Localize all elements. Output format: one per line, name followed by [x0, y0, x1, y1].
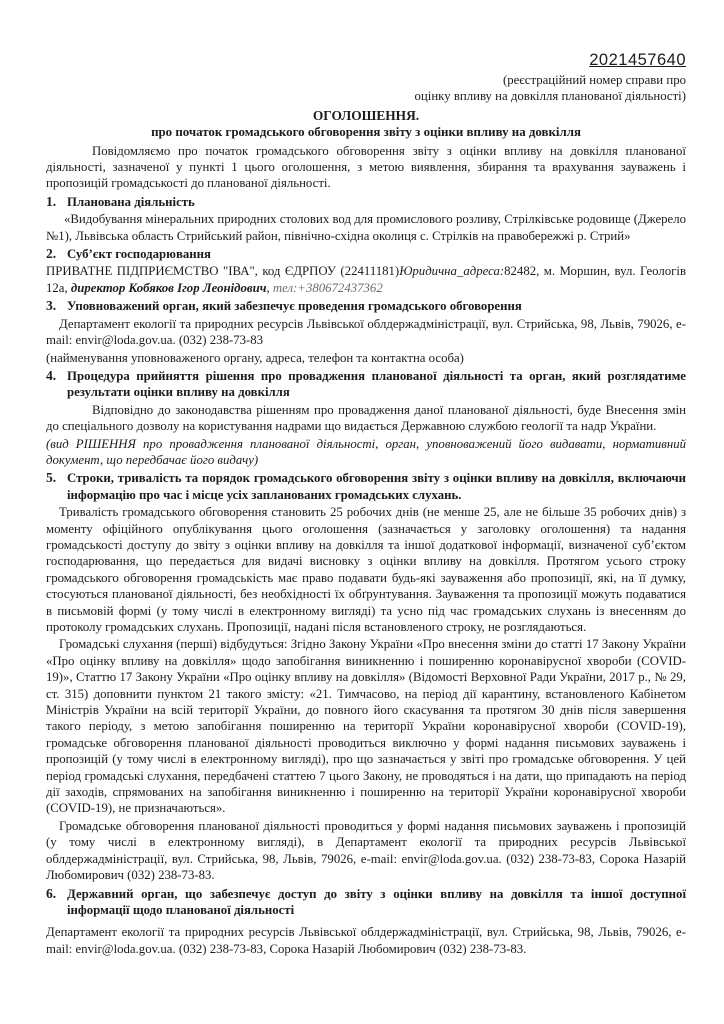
section-2-body: [46, 263, 686, 296]
section-5-paragraph-1: Тривалість громадського обговорення становить 25 робочих днів (не менше 25, але не більше 35 робочих днів) з моменту офіційного опублікування цього оголошення (зазначається у заголовку оголошення) та надання громадськості доступу до звіту з оцінки впливу на довкілля та іншої додаткової інформації, визначеної суб’єктом господарювання, що передається для видачі висновку з оцінки впливу на довкілля. Протягом усього строку громадського обговорення громадськість має право подавати будь-які зауваження або пропозиції, які, на її думку, стосуються планованої діяльності, без необхідності їх обґрунтування. Зауваження та пропозиції можуть подаватися в письмовій формі (у тому числі в електронному вигляді) та усно під час громадських слухань із внесенням до протоколу громадських слухань. Пропозиції, надані після встановленого строку, не розглядаються.: [46, 505, 686, 634]
section-3-body: Департамент екології та природних ресурсів Львівської облдержадміністрації, вул. Стрийська, 98, Львів, 79026, e-mail: envir@loda.gov.ua. (032) 238-73-83: [46, 316, 686, 348]
section-4-heading: [46, 368, 686, 401]
section-5-heading: [46, 470, 686, 503]
section-5-number: 5.: [46, 470, 57, 486]
section-4-note: (вид РІШЕННЯ про провадження планованої діяльності, орган, уповноважений його видавати, нормативний документ, що передбачає його видачу): [46, 436, 686, 467]
section-5-paragraph-3: Громадське обговорення планованої діяльності проводиться у формі надання письмових зауважень і пропозицій (у тому числі в електронному вигляді), в Департамент екології та природних ресурсів Львівської облдержадміністрації, вул. Стрийська, 98, Львів, 79026, e-mail: envir@loda.gov.ua. (032) 238-73-83, Сорока Назарій Любомирович (032) 238-73-83.: [46, 818, 686, 883]
section-6-heading-text: Державний орган, що забезпечує доступ до звіту з оцінки впливу на довкілля та іншої доступної інформації щодо планованої діяльності: [67, 886, 686, 917]
section-4-heading-text: Процедура прийняття рішення про провадження планованої діяльності та орган, який розглядатиме результати оцінки впливу на довкілля: [67, 368, 686, 400]
section-6-body: Департамент екології та природних ресурсів Львівської облдержадміністрації, вул. Стрийська, 98, Львів, 79026, e-mail: envir@loda.gov.ua. (032) 238-73-83, Сорока Назарій Любомирович (032) 238-73-83.: [46, 925, 686, 956]
section-1-heading-text: Планована діяльність: [67, 194, 195, 209]
section-2-number: 2.: [46, 246, 57, 262]
section-3-heading: [46, 298, 686, 314]
phone-number: тел:+380672437362: [272, 280, 383, 295]
section-3-number: 3.: [46, 298, 57, 314]
section-1-heading: [46, 194, 686, 210]
section-2-heading: [46, 246, 686, 262]
section-1-body: «Видобування мінеральних природних столових вод для промислового розливу, Стрілківське родовище (Джерело №1), Львівська область Стрийський район, північно-східна околиця с. Стрілків на правобережжі р. Стрий»: [46, 212, 686, 243]
intro-paragraph: Повідомляємо про початок громадського обговорення звіту з оцінки впливу на довкілля планованої діяльності, зазначеної у пункті 1 цього оголошення, з метою виявлення, збирання та врахування зауважень і пропозицій громадськості до планованої діяльності.: [46, 143, 686, 191]
section-5-paragraph-2: Громадські слухання (перші) відбудуться: Згідно Закону України «Про внесення зміни до статті 17 Закону України «Про оцінку впливу на довкілля» щодо запобігання виникненню і поширенню коронавірусної хвороби (COVID-19)», Статтю 17 Закону України «Про оцінку впливу на довкілля» (Відомості Верховної Ради України, 2017 р., № 29, ст. 315) доповнити пунктом 21 такого змісту: «21. Тимчасово, на період дії карантину, встановленого Кабінетом Міністрів України на всій території України, до повного його скасування та протягом 30 днів після завершення такого періоду, з метою запобігання поширенню на території України коронавірусної хвороби (COVID-19), громадське обговорення планованої діяльності проводиться виключно у формі надання письмових зауважень і пропозицій (у тому числі в електронному вигляді), про що зазначається у звіті про громадське обговорення. У цей період громадські слухання, передбачені статтею 7 цього Закону, не проводяться і на дати, що припадають на період дії заходів, спрямованих на запобігання виникненню і поширенню на території України коронавірусної хвороби (COVID-19), не призначаються».: [46, 637, 686, 816]
document-title: ОГОЛОШЕННЯ.: [312, 107, 420, 123]
section-5-heading-text: Строки, тривалість та порядок громадського обговорення звіту з оцінки впливу на довкілля, включаючи інформацію про час і місце усіх запланованих громадських слухань.: [67, 471, 686, 502]
section-1-number: 1.: [46, 193, 57, 209]
registration-caption-line2: оцінку впливу на довкілля планованої діяльності): [414, 89, 686, 104]
section-3-heading-text: Уповноважений орган, який забезпечує проведення громадського обговорення: [67, 299, 522, 314]
registration-caption-line1: (реєстраційний номер справи про: [502, 73, 686, 87]
registration-number-block: [46, 50, 686, 70]
section-2-heading-text: Суб’єкт господарювання: [67, 247, 211, 262]
section-3-caption: (найменування уповноваженого органу, адреса, телефон та контактна особа): [46, 350, 464, 365]
legal-address: 82482, м. Моршин, вул. Геологів 12а,: [46, 264, 686, 295]
separator: ,: [266, 280, 273, 295]
section-4-number: 4.: [46, 367, 57, 383]
section-6-heading: [46, 886, 686, 919]
section-6-number: 6.: [46, 885, 57, 901]
company-name: ПРИВАТНЕ ПІДПРИЄМСТВО "ІВА", код ЄДРПОУ (22411181): [46, 264, 400, 279]
document-subtitle: про початок громадського обговорення звіту з оцінки впливу на довкілля: [151, 125, 581, 140]
legal-address-label: Юридична_адреса:: [399, 264, 505, 279]
registration-number: 2021457640: [589, 51, 686, 69]
section-4-body: Відповідно до законодавства рішенням про провадження даної планованої діяльності, буде Внесення змін до спеціального дозволу на користування надрами що видається Державною службою геології та надр України.: [46, 402, 686, 434]
director-name: директор Кобяков Ігор Леонідович: [70, 280, 267, 295]
